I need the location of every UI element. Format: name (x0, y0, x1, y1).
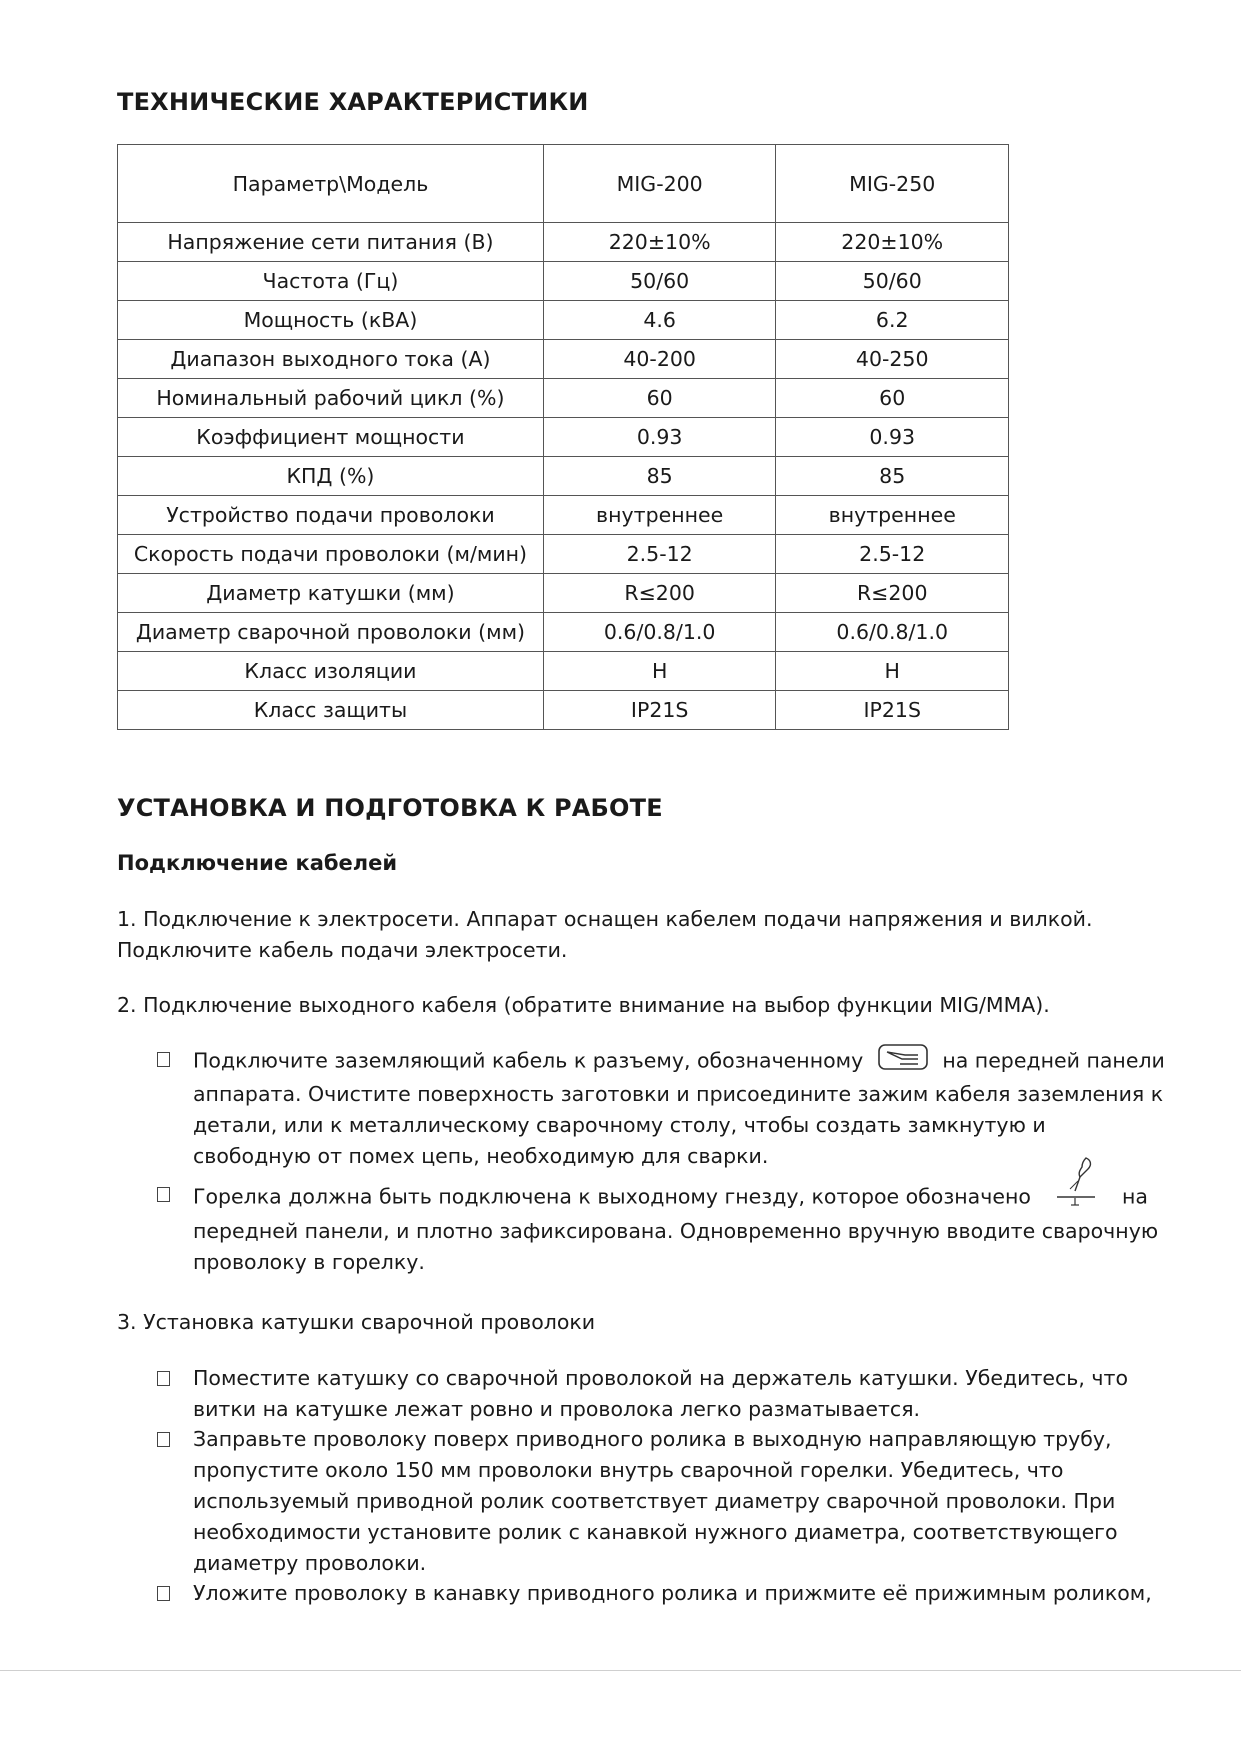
checkbox-bullet-icon (157, 1432, 170, 1447)
mig250-cell: R≤200 (776, 574, 1009, 613)
mig250-cell: 85 (776, 457, 1009, 496)
table-row (118, 691, 1009, 730)
table-row (118, 223, 1009, 262)
param-cell: Диаметр сварочной проволоки (мм) (118, 613, 544, 652)
mig250-cell: IP21S (776, 691, 1009, 730)
ground-clamp-icon (878, 1044, 928, 1079)
param-cell: Диаметр катушки (мм) (118, 574, 544, 613)
mig200-cell: 0.6/0.8/1.0 (543, 613, 776, 652)
mig250-cell: 0.93 (776, 418, 1009, 457)
table-row (118, 652, 1009, 691)
mig200-cell: 40-200 (543, 340, 776, 379)
table-row (118, 262, 1009, 301)
mig250-cell: 60 (776, 379, 1009, 418)
mig200-cell: 4.6 (543, 301, 776, 340)
mig250-cell: 2.5-12 (776, 535, 1009, 574)
step-3-text: 3. Установка катушки сварочной проволоки (117, 1310, 596, 1334)
footer-divider (0, 1670, 1241, 1671)
bullet-spool-2-text: Заправьте проволоку поверх приводного ролика в выходную направляющую трубу, пропустите около 150 мм проволоки внутрь сварочной горелки. Убедитесь, что используемый приводной ролик соответствует диаметру сварочной проволоки. При необходимости установите ролик с канавкой нужного диаметра, соответствующего диаметру проволоки. (193, 1427, 1118, 1575)
mig200-cell: IP21S (543, 691, 776, 730)
mig250-cell: 40-250 (776, 340, 1009, 379)
bullet-torch-text (193, 1179, 1167, 1278)
install-heading: УСТАНОВКА И ПОДГОТОВКА К РАБОТЕ (117, 794, 663, 822)
table-row (118, 457, 1009, 496)
mig200-cell: 220±10% (543, 223, 776, 262)
table-row (118, 574, 1009, 613)
bullet-torch (157, 1179, 1167, 1278)
param-cell: Мощность (кВА) (118, 301, 544, 340)
checkbox-bullet-icon (157, 1586, 170, 1601)
mig200-cell: 2.5-12 (543, 535, 776, 574)
param-cell: Класс защиты (118, 691, 544, 730)
mig250-cell: 50/60 (776, 262, 1009, 301)
cables-subheading: Подключение кабелей (117, 851, 398, 875)
bullet-spool-1-text: Поместите катушку со сварочной проволокой на держатель катушки. Убедитесь, что витки на катушке лежат ровно и проволока легко разматывается. (193, 1366, 1128, 1421)
table-row (118, 535, 1009, 574)
specs-table (117, 144, 1009, 730)
bullet-spool-2 (157, 1424, 1167, 1579)
welding-torch-icon (1055, 1155, 1097, 1216)
param-cell: Частота (Гц) (118, 262, 544, 301)
checkbox-bullet-icon (157, 1187, 170, 1202)
bullet-torch-text-a: Горелка должна быть подключена к выходному гнезду, которое обозначено (193, 1184, 1031, 1209)
mig200-cell: внутреннее (543, 496, 776, 535)
bullet-spool-3-text: Уложите проволоку в канавку приводного ролика и прижмите её прижимным роликом, (193, 1581, 1152, 1605)
mig200-cell: 0.93 (543, 418, 776, 457)
bullet-ground-text-b: на передней панели аппарата. Очистите поверхность заготовки и присоедините зажим кабеля заземления к детали, или к металлическому сварочному столу, чтобы создать замкнутую и свободную от помех цепь, необходимую для сварки. (193, 1048, 1165, 1168)
param-cell: Номинальный рабочий цикл (%) (118, 379, 544, 418)
mig200-cell: H (543, 652, 776, 691)
param-cell: Коэффициент мощности (118, 418, 544, 457)
param-cell: КПД (%) (118, 457, 544, 496)
mig250-cell: 6.2 (776, 301, 1009, 340)
mig250-cell: 0.6/0.8/1.0 (776, 613, 1009, 652)
table-row (118, 301, 1009, 340)
param-cell: Скорость подачи проволоки (м/мин) (118, 535, 544, 574)
checkbox-bullet-icon (157, 1052, 170, 1067)
table-row (118, 340, 1009, 379)
checkbox-bullet-icon (157, 1371, 170, 1386)
bullet-ground-cable (157, 1044, 1167, 1172)
table-row (118, 418, 1009, 457)
bullet-ground-text-a: Подключите заземляющий кабель к разъему, обозначенному (193, 1048, 864, 1073)
table-row (118, 379, 1009, 418)
mig250-cell: внутреннее (776, 496, 1009, 535)
mig200-cell: 85 (543, 457, 776, 496)
table-row (118, 613, 1009, 652)
bullet-torch-text-b: на передней панели, и плотно зафиксирована. Одновременно вручную вводите сварочную проволоку в горелку. (193, 1184, 1159, 1274)
bullet-ground-text (193, 1044, 1167, 1172)
param-cell: Напряжение сети питания (В) (118, 223, 544, 262)
header-param: Параметр\Модель (118, 145, 544, 223)
param-cell: Устройство подачи проволоки (118, 496, 544, 535)
mig200-cell: 50/60 (543, 262, 776, 301)
param-cell: Диапазон выходного тока (А) (118, 340, 544, 379)
bullet-spool-3 (157, 1578, 1167, 1609)
step-2-text: 2. Подключение выходного кабеля (обратите внимание на выбор функции MIG/MMA). (117, 993, 1050, 1017)
table-header-row (118, 145, 1009, 223)
mig200-cell: R≤200 (543, 574, 776, 613)
mig250-cell: 220±10% (776, 223, 1009, 262)
header-mig250: MIG-250 (776, 145, 1009, 223)
step-1-text: 1. Подключение к электросети. Аппарат оснащен кабелем подачи напряжения и вилкой. Подключите кабель подачи электросети. (117, 907, 1093, 962)
mig250-cell: H (776, 652, 1009, 691)
specs-heading: ТЕХНИЧЕСКИЕ ХАРАКТЕРИСТИКИ (117, 88, 589, 116)
param-cell: Класс изоляции (118, 652, 544, 691)
mig200-cell: 60 (543, 379, 776, 418)
header-mig200: MIG-200 (543, 145, 776, 223)
table-row (118, 496, 1009, 535)
bullet-spool-1 (157, 1363, 1167, 1425)
